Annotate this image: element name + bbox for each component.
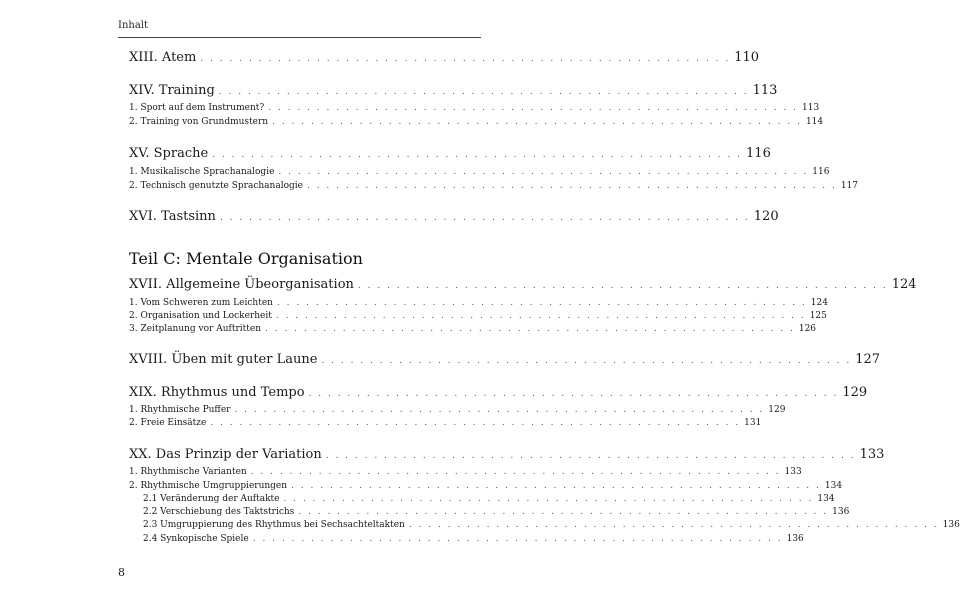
toc-entry-title: XVI. Tastsinn — [129, 209, 216, 224]
toc-section[interactable] — [129, 311, 827, 321]
toc-entry-page: 113 — [802, 103, 820, 113]
toc-entry-title: XX. Das Prinzip der Variation — [129, 447, 322, 462]
toc-entry-page: 131 — [744, 418, 762, 428]
header-rule — [118, 37, 481, 38]
toc-entry-title: 2. Training von Grundmustern — [129, 117, 269, 127]
toc-entry-page: 136 — [786, 534, 804, 544]
leader-dots: . . . . . . . . . . . . . . . . . . . . . . . . . . . . . . . . . . . . . . . . . . . . . . . . . . . . . . . — [276, 298, 807, 308]
toc-entry-title: XVII. Allgemeine Übeorganisation — [129, 277, 354, 292]
leader-dots: . . . . . . . . . . . . . . . . . . . . . . . . . . . . . . . . . . . . . . . . . . . . . . . . . . . . . . . — [275, 311, 806, 321]
toc-chapter-xvi[interactable] — [129, 209, 779, 224]
toc-entry-page: 120 — [753, 209, 779, 224]
toc-chapter-xx[interactable] — [129, 447, 885, 462]
leader-dots: . . . . . . . . . . . . . . . . . . . . . . . . . . . . . . . . . . . . . . . . . . . . . . . . . . . . . . . — [298, 507, 829, 517]
toc-entry-page: 129 — [768, 405, 786, 415]
toc-entry-title: XVIII. Üben mit guter Laune — [129, 352, 318, 367]
leader-dots: . . . . . . . . . . . . . . . . . . . . . . . . . . . . . . . . . . . . . . . . . . . . . . . . . . . . . . . — [308, 389, 839, 399]
toc-section[interactable] — [129, 298, 828, 308]
toc-subsection[interactable] — [143, 520, 960, 530]
leader-dots: . . . . . . . . . . . . . . . . . . . . . . . . . . . . . . . . . . . . . . . . . . . . . . . . . . . . . . . — [212, 150, 743, 160]
toc-entry-page: 134 — [824, 481, 843, 491]
toc-section[interactable] — [129, 324, 817, 334]
leader-dots: . . . . . . . . . . . . . . . . . . . . . . . . . . . . . . . . . . . . . . . . . . . . . . . . . . . . . . . — [291, 481, 821, 491]
leader-dots: . . . . . . . . . . . . . . . . . . . . . . . . . . . . . . . . . . . . . . . . . . . . . . . . . . . . . . . — [408, 520, 939, 530]
toc-entry-page: 133 — [859, 447, 885, 462]
toc-section[interactable] — [129, 481, 843, 491]
toc-entry-title: XIV. Training — [129, 83, 215, 98]
leader-dots: . . . . . . . . . . . . . . . . . . . . . . . . . . . . . . . . . . . . . . . . . . . . . . . . . . . . . . . — [325, 451, 856, 461]
leader-dots: . . . . . . . . . . . . . . . . . . . . . . . . . . . . . . . . . . . . . . . . . . . . . . . . . . . . . . . — [283, 494, 814, 504]
leader-dots: . . . . . . . . . . . . . . . . . . . . . . . . . . . . . . . . . . . . . . . . . . . . . . . . . . . . . . . — [306, 181, 837, 191]
toc-chapter-xviii[interactable] — [129, 352, 881, 367]
leader-dots: . . . . . . . . . . . . . . . . . . . . . . . . . . . . . . . . . . . . . . . . . . . . . . . . . . . . . . . — [321, 356, 852, 366]
toc-entry-title: XV. Sprache — [129, 146, 209, 161]
leader-dots: . . . . . . . . . . . . . . . . . . . . . . . . . . . . . . . . . . . . . . . . . . . . . . . . . . . . . . . — [210, 418, 741, 428]
toc-subsection[interactable] — [143, 507, 850, 517]
toc-entry-page: 125 — [809, 311, 827, 321]
toc-entry-page: 127 — [855, 352, 881, 367]
toc-entry-title: 2. Rhythmische Umgruppierungen — [129, 481, 288, 491]
toc-entry-title: 2. Freie Einsätze — [129, 418, 207, 428]
toc-entry-page: 116 — [746, 146, 771, 161]
toc-entry-title: 2.2 Verschiebung des Taktstrichs — [143, 507, 295, 517]
toc-section[interactable] — [129, 117, 824, 127]
toc-chapter-xix[interactable] — [129, 385, 868, 400]
part-heading: Teil C: Mentale Organisation — [129, 249, 363, 268]
toc-chapter-xvii[interactable] — [129, 277, 917, 292]
toc-entry-page: 129 — [842, 385, 868, 400]
toc-entry-page: 116 — [812, 167, 830, 177]
leader-dots: . . . . . . . . . . . . . . . . . . . . . . . . . . . . . . . . . . . . . . . . . . . . . . . . . . . . . . . — [200, 54, 731, 64]
toc-section[interactable] — [129, 467, 802, 477]
toc-entry-page: 117 — [840, 181, 859, 191]
toc-entry-title: 1. Sport auf dem Instrument? — [129, 103, 265, 113]
toc-entry-page: 113 — [752, 83, 778, 98]
toc-entry-title: 2. Technisch genutzte Sprachanalogie — [129, 181, 303, 191]
toc-section[interactable] — [129, 405, 786, 415]
leader-dots: . . . . . . . . . . . . . . . . . . . . . . . . . . . . . . . . . . . . . . . . . . . . . . . . . . . . . . . — [268, 103, 799, 113]
toc-entry-title: 1. Musikalische Sprachanalogie — [129, 167, 275, 177]
toc-section[interactable] — [129, 103, 820, 113]
toc-entry-page: 134 — [817, 494, 835, 504]
toc-chapter-xiii[interactable] — [129, 50, 760, 65]
toc-entry-title: 2.4 Synkopische Spiele — [143, 534, 249, 544]
toc-subsection[interactable] — [143, 534, 804, 544]
toc-entry-page: 124 — [810, 298, 828, 308]
toc-entry-title: 1. Rhythmische Varianten — [129, 467, 247, 477]
leader-dots: . . . . . . . . . . . . . . . . . . . . . . . . . . . . . . . . . . . . . . . . . . . . . . . . . . . . . . . — [252, 534, 783, 544]
toc-entry-page: 136 — [942, 520, 960, 530]
leader-dots: . . . . . . . . . . . . . . . . . . . . . . . . . . . . . . . . . . . . . . . . . . . . . . . . . . . . . . . — [250, 467, 781, 477]
leader-dots: . . . . . . . . . . . . . . . . . . . . . . . . . . . . . . . . . . . . . . . . . . . . . . . . . . . . . . . — [234, 405, 765, 415]
toc-entry-page: 114 — [805, 117, 824, 127]
header-label: Inhalt — [118, 20, 149, 31]
toc-entry-title: 2. Organisation und Lockerheit — [129, 311, 272, 321]
toc-entry-page: 136 — [832, 507, 850, 517]
toc-entry-title: 2.1 Veränderung der Auftakte — [143, 494, 280, 504]
toc-entry-page: 110 — [734, 50, 760, 65]
toc-chapter-xiv[interactable] — [129, 83, 778, 98]
leader-dots: . . . . . . . . . . . . . . . . . . . . . . . . . . . . . . . . . . . . . . . . . . . . . . . . . . . . . . . — [219, 213, 750, 223]
leader-dots: . . . . . . . . . . . . . . . . . . . . . . . . . . . . . . . . . . . . . . . . . . . . . . . . . . . . . . . — [218, 87, 749, 97]
toc-entry-title: 1. Vom Schweren zum Leichten — [129, 298, 273, 308]
toc-section[interactable] — [129, 418, 762, 428]
toc-entry-title: 2.3 Umgruppierung des Rhythmus bei Sechsachteltakten — [143, 520, 405, 530]
toc-entry-page: 133 — [784, 467, 802, 477]
toc-entry-title: XIX. Rhythmus und Tempo — [129, 385, 305, 400]
toc-entry-title: XIII. Atem — [129, 50, 197, 65]
leader-dots: . . . . . . . . . . . . . . . . . . . . . . . . . . . . . . . . . . . . . . . . . . . . . . . . . . . . . . . — [357, 281, 888, 291]
page-number: 8 — [118, 566, 125, 579]
toc-entry-title: 3. Zeitplanung vor Auftritten — [129, 324, 261, 334]
leader-dots: . . . . . . . . . . . . . . . . . . . . . . . . . . . . . . . . . . . . . . . . . . . . . . . . . . . . . . . — [278, 167, 809, 177]
toc-section[interactable] — [129, 167, 830, 177]
toc-entry-page: 124 — [891, 277, 917, 292]
leader-dots: . . . . . . . . . . . . . . . . . . . . . . . . . . . . . . . . . . . . . . . . . . . . . . . . . . . . . . . — [272, 117, 802, 127]
toc-section[interactable] — [129, 181, 859, 191]
toc-chapter-xv[interactable] — [129, 146, 771, 161]
toc-subsection[interactable] — [143, 494, 835, 504]
toc-entry-title: 1. Rhythmische Puffer — [129, 405, 231, 415]
toc-entry-page: 126 — [798, 324, 817, 334]
leader-dots: . . . . . . . . . . . . . . . . . . . . . . . . . . . . . . . . . . . . . . . . . . . . . . . . . . . . . . . — [265, 324, 795, 334]
